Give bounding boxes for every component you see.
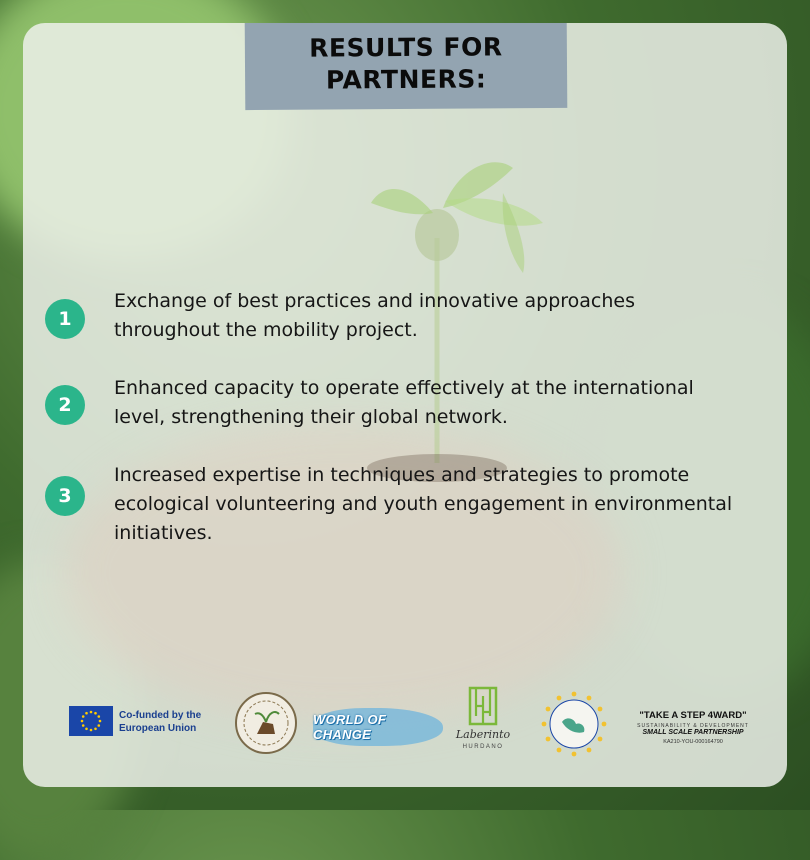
laberinto-subtitle: HURDANO <box>462 744 504 750</box>
number-badge: 2 <box>45 385 85 425</box>
maze-logo <box>468 686 498 726</box>
partner-logo-1 <box>235 692 297 754</box>
result-text: Increased expertise in techniques and strategies to promote ecological volunteering and youth engagement in environmental initiatives. <box>114 464 733 544</box>
title-banner <box>245 23 568 110</box>
page-title: RESULTS FOR PARTNERS: <box>309 32 503 95</box>
result-text: Enhanced capacity to operate effectively at the international level, strengthening their global network. <box>114 377 694 428</box>
world-of-change-logo: WORLD OF CHANGE <box>313 708 443 746</box>
number-badge: 1 <box>45 299 85 339</box>
result-text: Exchange of best practices and innovative approaches throughout the mobility project. <box>114 290 635 341</box>
content-card <box>23 23 787 787</box>
globe-stars-logo <box>538 688 610 760</box>
project-title: "TAKE A STEP 4WARD" <box>639 710 747 721</box>
project-code: KA210-YOU-000164790 <box>663 739 723 745</box>
eu-flag-icon <box>69 706 113 736</box>
project-subtitle: SUSTAINABILITY & DEVELOPMENT <box>637 723 749 729</box>
eu-cofunded-label: Co-funded by the European Union <box>119 710 202 734</box>
number-badge: 3 <box>45 476 85 516</box>
project-type: SMALL SCALE PARTNERSHIP <box>642 729 744 736</box>
partner-logos <box>23 678 787 778</box>
laberinto-name: Laberinto <box>455 728 511 741</box>
